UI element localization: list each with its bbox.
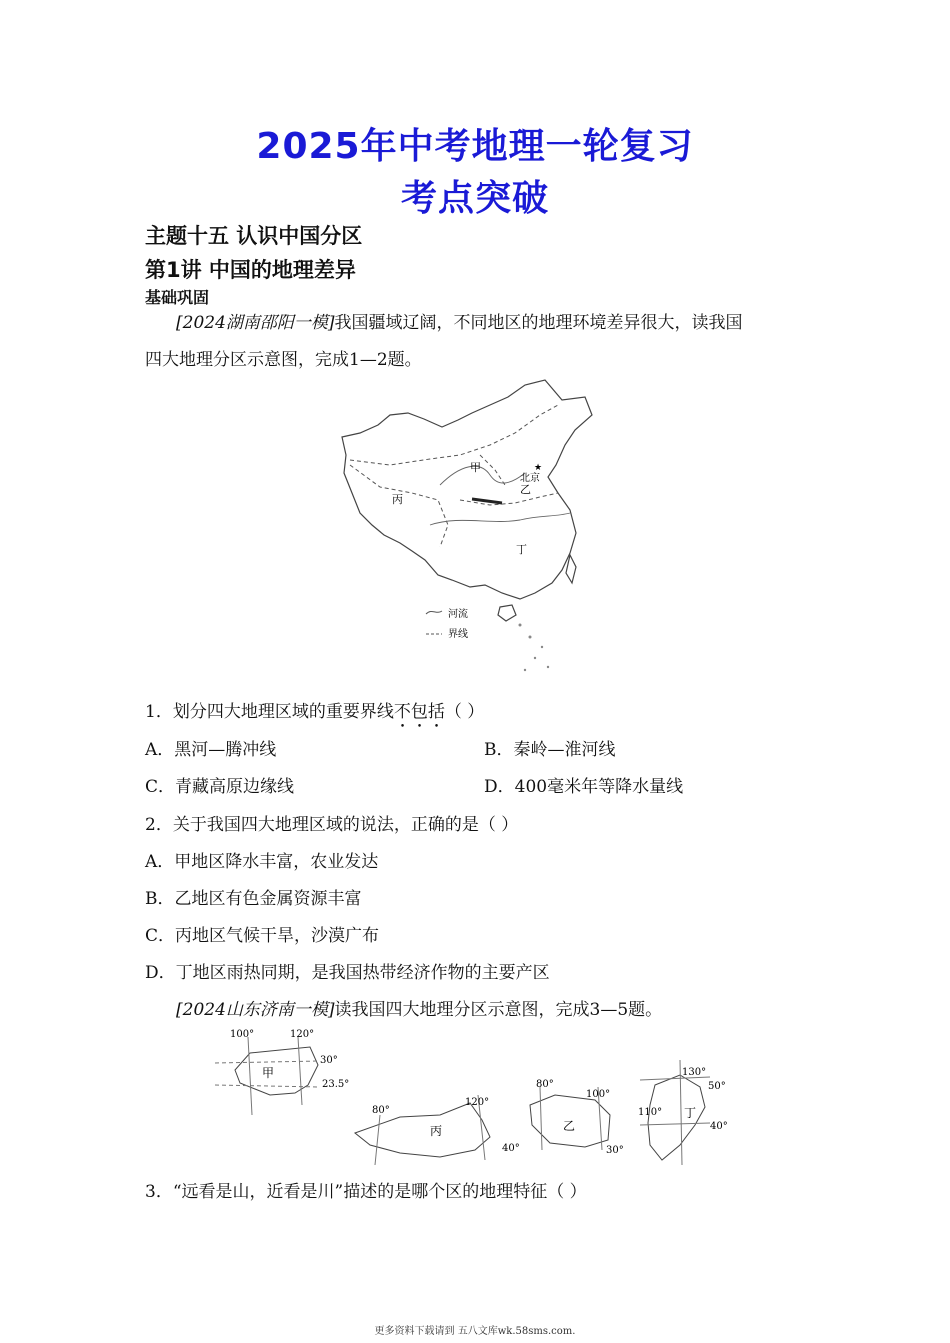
q2-option-a: A．甲地区降水丰富，农业发达	[145, 852, 379, 872]
intro1-source: [2024湖南邵阳一模]	[176, 313, 335, 333]
hainan-outline	[498, 605, 516, 621]
inset-yi-lat1: 30°	[606, 1145, 624, 1156]
inset-bing-lon2: 120°	[465, 1097, 490, 1108]
section-heading: 基础巩固	[145, 288, 210, 307]
map1-label-jia: 甲	[470, 461, 481, 474]
inset-bing-lon1: 80°	[372, 1105, 390, 1116]
boundary-north-northwest	[350, 405, 558, 465]
legend-river-label: 河流	[448, 609, 468, 620]
q1-option-c: C．青藏高原边缘线	[145, 777, 295, 797]
inset-yi-lon2: 100°	[586, 1089, 611, 1100]
inset-jia-lon1: 100°	[230, 1029, 255, 1040]
intro2-line	[176, 995, 662, 1020]
inset-yi-name: 乙	[563, 1119, 576, 1133]
q1-option-d: D．400毫米年等降水量线	[484, 777, 684, 797]
map1-label-bing: 丙	[392, 493, 403, 506]
map1-label-beijing: 北京	[520, 473, 540, 484]
inset-ding-lat2: 40°	[710, 1121, 728, 1132]
map1-label-yi: 乙	[520, 483, 531, 496]
legend-boundary-label: 界线	[448, 629, 468, 640]
q1-option-a: A．黑河—腾冲线	[145, 740, 277, 760]
yellow-river	[440, 466, 525, 485]
q2-option-d: D．丁地区雨热同期，是我国热带经济作物的主要产区	[145, 963, 550, 983]
map1-label-ding: 丁	[516, 543, 527, 556]
map1-star-icon: ★	[534, 463, 543, 473]
q1-stem	[145, 697, 484, 732]
intro2-source: [2024山东济南一模]	[176, 1000, 335, 1020]
inset-jia-lon2: 120°	[290, 1029, 315, 1040]
page-footer: 更多资料下载请到 五八文库wk.58sms.com.	[374, 1326, 576, 1337]
q1-stem-emphasis: 不包括	[393, 702, 445, 722]
lecture-heading: 第1讲 中国的地理差异	[145, 258, 356, 282]
inset-bing-lat1: 40°	[502, 1143, 520, 1154]
inset-jia-name: 甲	[262, 1066, 275, 1080]
q1-stem-text: 1．划分四大地理区域的重要界线	[145, 702, 394, 722]
inset-bing-name: 丙	[430, 1124, 443, 1138]
title-line1: 2025年中考地理一轮复习	[256, 126, 694, 167]
inset-jia-outline	[235, 1047, 318, 1095]
inset-ding-name: 丁	[684, 1106, 697, 1120]
inset-jia-lat1: 30°	[320, 1055, 338, 1066]
inset-ding-lat1: 50°	[708, 1081, 726, 1092]
inset-jia-lat2: 23.5°	[322, 1079, 350, 1090]
china-regions-map	[330, 375, 600, 680]
region-insets-map	[210, 1025, 750, 1170]
boundary-northwest-north	[480, 455, 505, 485]
intro1-text-a: 我国疆域辽阔，不同地区的地理环境差异很大，读我国	[334, 313, 743, 333]
south-sea-islands	[519, 624, 550, 672]
inset-yi-lon1: 80°	[536, 1079, 554, 1090]
china-outline	[342, 380, 592, 599]
q2-option-c: C．丙地区气候干旱，沙漠广布	[145, 926, 380, 946]
q1-stem-bracket: （ ）	[444, 702, 485, 722]
boundary-qinghai-tibet	[350, 465, 448, 547]
inset-ding-lon1: 130°	[682, 1067, 707, 1078]
title-line2: 考点突破	[400, 178, 549, 219]
intro1-line1	[176, 308, 743, 333]
intro2-text: 读我国四大地理分区示意图，完成3—5题。	[334, 1000, 663, 1020]
intro1-line2: 四大地理分区示意图，完成1—2题。	[145, 350, 422, 370]
q2-stem: 2．关于我国四大地理区域的说法，正确的是（ ）	[145, 815, 519, 835]
legend-river-icon	[426, 611, 442, 614]
q3-stem: 3．“远看是山，近看是川”描述的是哪个区的地理特征（ ）	[145, 1182, 587, 1202]
q1-option-b: B．秦岭—淮河线	[484, 740, 616, 760]
yangtze-river	[430, 513, 570, 525]
topic-heading: 主题十五 认识中国分区	[145, 224, 363, 248]
inset-ding-lon2: 110°	[638, 1107, 663, 1118]
q2-option-b: B．乙地区有色金属资源丰富	[145, 889, 362, 909]
